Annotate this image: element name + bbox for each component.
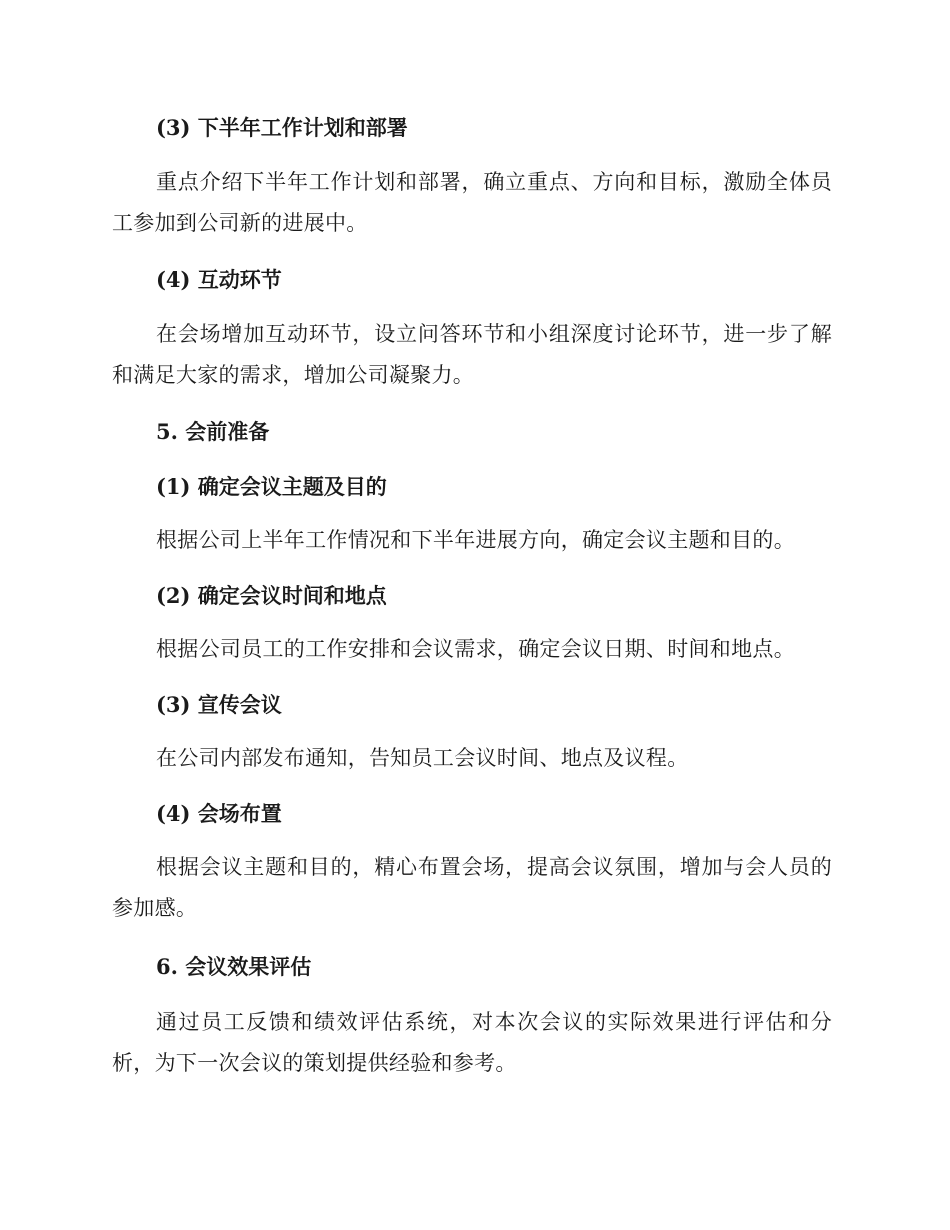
section-heading-publicity: (3) 宣传会议 (156, 692, 282, 717)
section-heading-time-place: (2) 确定会议时间和地点 (156, 583, 387, 608)
section-heading-theme: (1) 确定会议主题及目的 (156, 474, 387, 499)
section-heading-work-plan: (3) 下半年工作计划和部署 (156, 115, 408, 140)
section-heading-evaluation: 6. 会议效果评估 (156, 954, 312, 979)
paragraph-work-plan: 重点介绍下半年工作计划和部署，确立重点、方向和目标，激励全体员工参加到公司新的进展中。 (112, 170, 832, 235)
section-heading-preparation: 5. 会前准备 (156, 419, 270, 444)
section-heading-interaction: (4) 互动环节 (156, 267, 282, 292)
paragraph-time-place: 根据公司员工的工作安排和会议需求，确定会议日期、时间和地点。 (156, 637, 795, 661)
section-heading-venue: (4) 会场布置 (156, 801, 282, 826)
paragraph-evaluation: 通过员工反馈和绩效评估系统，对本次会议的实际效果进行评估和分析，为下一次会议的策划提供经验和参考。 (112, 1010, 832, 1075)
paragraph-publicity: 在公司内部发布通知，告知员工会议时间、地点及议程。 (156, 746, 689, 770)
paragraph-interaction: 在会场增加互动环节，设立问答环节和小组深度讨论环节，进一步了解和满足大家的需求，增加公司凝聚力。 (112, 322, 832, 387)
paragraph-venue: 根据会议主题和目的，精心布置会场，提高会议氛围，增加与会人员的参加感。 (112, 855, 832, 920)
paragraph-theme: 根据公司上半年工作情况和下半年进展方向，确定会议主题和目的。 (156, 528, 795, 552)
